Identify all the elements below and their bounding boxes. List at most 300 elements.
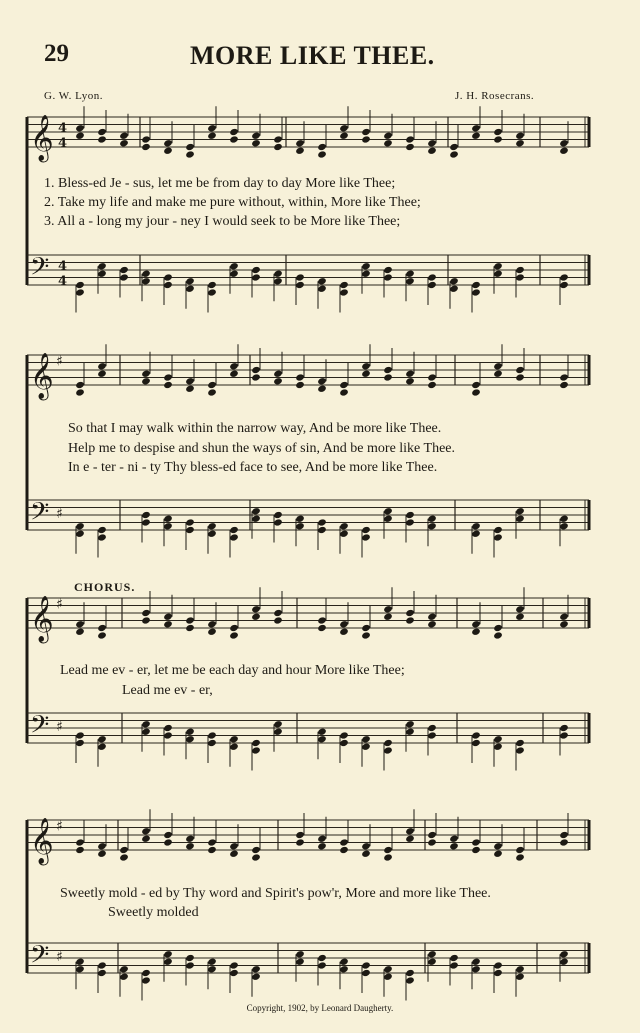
note-head bbox=[383, 132, 393, 140]
lyric-line: Sweetly mold - ed by Thy word and Spirit's pow'r, More and more like Thee. bbox=[60, 886, 491, 901]
note-head bbox=[493, 370, 503, 378]
note-head bbox=[295, 139, 305, 147]
note-head bbox=[207, 381, 217, 389]
note-head bbox=[251, 973, 261, 981]
note-head bbox=[339, 288, 349, 296]
note-head bbox=[383, 965, 393, 973]
note-head bbox=[97, 735, 107, 743]
note-head bbox=[229, 631, 239, 639]
note-head bbox=[383, 739, 393, 747]
note-head bbox=[493, 270, 503, 278]
note-head bbox=[317, 842, 327, 850]
note-head bbox=[207, 965, 217, 973]
note-head bbox=[427, 381, 437, 389]
note-head bbox=[229, 533, 239, 541]
note-head bbox=[75, 739, 85, 747]
note-head bbox=[141, 720, 151, 728]
note-head bbox=[493, 128, 503, 136]
note-head bbox=[405, 720, 415, 728]
note-head bbox=[207, 288, 217, 296]
note-head bbox=[361, 850, 371, 858]
note-head bbox=[163, 613, 173, 621]
note-head bbox=[383, 846, 393, 854]
note-head bbox=[207, 628, 217, 636]
note-head bbox=[229, 270, 239, 278]
note-head bbox=[559, 620, 569, 628]
note-head bbox=[427, 838, 437, 846]
note-head bbox=[559, 724, 569, 732]
note-head bbox=[449, 277, 459, 285]
treble-clef-icon: 𝄞 bbox=[30, 818, 54, 864]
note-head bbox=[339, 522, 349, 530]
note-head bbox=[427, 281, 437, 289]
note-head bbox=[361, 533, 371, 541]
note-head bbox=[515, 373, 525, 381]
note-head bbox=[185, 728, 195, 736]
note-head bbox=[295, 522, 305, 530]
bass-clef-icon: 𝄢 bbox=[30, 252, 50, 288]
note-head bbox=[471, 281, 481, 289]
note-head bbox=[207, 522, 217, 530]
note-head bbox=[141, 143, 151, 151]
sharp-icon: ♯ bbox=[56, 353, 63, 370]
note-head bbox=[339, 958, 349, 966]
note-head bbox=[339, 628, 349, 636]
note-head bbox=[141, 728, 151, 736]
note-head bbox=[75, 388, 85, 396]
note-head bbox=[251, 965, 261, 973]
note-head bbox=[75, 381, 85, 389]
note-head bbox=[273, 143, 283, 151]
note-head bbox=[163, 831, 173, 839]
note-head bbox=[207, 838, 217, 846]
note-head bbox=[427, 373, 437, 381]
note-head bbox=[361, 370, 371, 378]
note-head bbox=[273, 370, 283, 378]
note-head bbox=[449, 150, 459, 158]
note-head bbox=[163, 958, 173, 966]
note-head bbox=[405, 511, 415, 519]
note-head bbox=[559, 731, 569, 739]
note-head bbox=[339, 132, 349, 140]
note-head bbox=[317, 143, 327, 151]
note-head bbox=[141, 277, 151, 285]
note-head bbox=[97, 624, 107, 632]
note-head bbox=[493, 362, 503, 370]
note-head bbox=[229, 735, 239, 743]
note-head bbox=[97, 526, 107, 534]
note-head bbox=[493, 631, 503, 639]
note-head bbox=[515, 853, 525, 861]
note-head bbox=[163, 731, 173, 739]
note-head bbox=[163, 950, 173, 958]
note-head bbox=[273, 270, 283, 278]
note-head bbox=[493, 850, 503, 858]
note-head bbox=[207, 731, 217, 739]
note-head bbox=[471, 388, 481, 396]
note-head bbox=[427, 139, 437, 147]
copyright-notice: Copyright, 1902, by Leonard Daugherty. bbox=[246, 1003, 394, 1013]
note-head bbox=[229, 842, 239, 850]
note-head bbox=[163, 147, 173, 155]
note-head bbox=[75, 132, 85, 140]
note-head bbox=[119, 139, 129, 147]
note-head bbox=[141, 270, 151, 278]
note-head bbox=[75, 846, 85, 854]
note-head bbox=[75, 530, 85, 538]
note-head bbox=[141, 135, 151, 143]
note-head bbox=[515, 746, 525, 754]
note-head bbox=[163, 373, 173, 381]
note-head bbox=[295, 950, 305, 958]
note-head bbox=[405, 835, 415, 843]
note-head bbox=[185, 954, 195, 962]
note-head bbox=[163, 724, 173, 732]
note-head bbox=[273, 616, 283, 624]
note-head bbox=[251, 515, 261, 523]
note-head bbox=[141, 969, 151, 977]
note-head bbox=[75, 838, 85, 846]
note-head bbox=[361, 735, 371, 743]
note-head bbox=[405, 976, 415, 984]
note-head bbox=[383, 613, 393, 621]
note-head bbox=[185, 377, 195, 385]
note-head bbox=[141, 616, 151, 624]
note-head bbox=[493, 842, 503, 850]
note-head bbox=[471, 965, 481, 973]
note-head bbox=[251, 507, 261, 515]
note-head bbox=[317, 961, 327, 969]
lyric-line: 2. Take my life and make me pure without, within, More like Thee; bbox=[44, 195, 421, 210]
note-head bbox=[405, 277, 415, 285]
note-head bbox=[317, 616, 327, 624]
note-head bbox=[185, 143, 195, 151]
note-head bbox=[339, 620, 349, 628]
note-head bbox=[559, 515, 569, 523]
note-head bbox=[559, 147, 569, 155]
sharp-icon: ♯ bbox=[56, 818, 63, 835]
note-head bbox=[383, 973, 393, 981]
note-head bbox=[361, 262, 371, 270]
note-head bbox=[493, 735, 503, 743]
note-head bbox=[273, 377, 283, 385]
note-head bbox=[427, 620, 437, 628]
note-head bbox=[471, 620, 481, 628]
note-head bbox=[383, 366, 393, 374]
note-head bbox=[383, 853, 393, 861]
note-head bbox=[317, 728, 327, 736]
note-head bbox=[405, 827, 415, 835]
note-head bbox=[97, 631, 107, 639]
note-head bbox=[383, 139, 393, 147]
note-head bbox=[361, 128, 371, 136]
note-head bbox=[75, 628, 85, 636]
bass-clef-icon: 𝄢 bbox=[30, 940, 50, 976]
note-head bbox=[251, 605, 261, 613]
note-head bbox=[75, 958, 85, 966]
note-head bbox=[317, 835, 327, 843]
treble-clef-icon: 𝄞 bbox=[30, 115, 54, 161]
note-head bbox=[207, 620, 217, 628]
note-head bbox=[229, 262, 239, 270]
note-head bbox=[449, 954, 459, 962]
note-head bbox=[97, 969, 107, 977]
note-head bbox=[75, 124, 85, 132]
note-head bbox=[471, 522, 481, 530]
note-head bbox=[515, 132, 525, 140]
note-head bbox=[515, 366, 525, 374]
note-head bbox=[361, 362, 371, 370]
lyric-line: 1. Bless-ed Je - sus, let me be from day to day More like Thee; bbox=[44, 176, 396, 191]
note-head bbox=[185, 385, 195, 393]
note-head bbox=[515, 515, 525, 523]
note-head bbox=[317, 377, 327, 385]
time-signature: 4 bbox=[58, 259, 68, 274]
note-head bbox=[251, 366, 261, 374]
note-head bbox=[273, 728, 283, 736]
page-number: 29 bbox=[44, 40, 69, 67]
note-head bbox=[97, 270, 107, 278]
note-head bbox=[427, 147, 437, 155]
note-head bbox=[317, 385, 327, 393]
note-head bbox=[471, 731, 481, 739]
note-head bbox=[427, 724, 437, 732]
note-head bbox=[405, 377, 415, 385]
note-head bbox=[295, 381, 305, 389]
note-head bbox=[163, 515, 173, 523]
treble-clef-icon: 𝄞 bbox=[30, 353, 54, 399]
note-head bbox=[515, 266, 525, 274]
note-head bbox=[317, 277, 327, 285]
note-head bbox=[471, 846, 481, 854]
note-head bbox=[493, 624, 503, 632]
note-head bbox=[229, 624, 239, 632]
note-head bbox=[427, 831, 437, 839]
note-head bbox=[493, 969, 503, 977]
note-head bbox=[141, 511, 151, 519]
note-head bbox=[163, 281, 173, 289]
note-head bbox=[251, 132, 261, 140]
note-head bbox=[97, 370, 107, 378]
note-head bbox=[559, 281, 569, 289]
note-head bbox=[207, 124, 217, 132]
note-head bbox=[515, 507, 525, 515]
note-head bbox=[405, 143, 415, 151]
note-head bbox=[383, 273, 393, 281]
note-head bbox=[339, 124, 349, 132]
note-head bbox=[75, 281, 85, 289]
note-head bbox=[405, 616, 415, 624]
note-head bbox=[207, 281, 217, 289]
note-head bbox=[273, 720, 283, 728]
note-head bbox=[229, 743, 239, 751]
note-head bbox=[317, 150, 327, 158]
sharp-icon: ♯ bbox=[56, 719, 63, 735]
note-head bbox=[559, 831, 569, 839]
note-head bbox=[427, 958, 437, 966]
note-head bbox=[317, 954, 327, 962]
composer-credit-left: G. W. Lyon. bbox=[44, 90, 103, 102]
chorus-label: CHORUS. bbox=[74, 580, 136, 594]
note-head bbox=[427, 515, 437, 523]
note-head bbox=[427, 950, 437, 958]
note-head bbox=[229, 969, 239, 977]
note-head bbox=[119, 846, 129, 854]
note-head bbox=[163, 139, 173, 147]
note-head bbox=[185, 277, 195, 285]
note-head bbox=[75, 522, 85, 530]
note-head bbox=[405, 728, 415, 736]
note-head bbox=[251, 739, 261, 747]
note-head bbox=[119, 273, 129, 281]
note-head bbox=[229, 128, 239, 136]
note-head bbox=[119, 132, 129, 140]
note-head bbox=[273, 518, 283, 526]
note-head bbox=[559, 950, 569, 958]
note-head bbox=[317, 285, 327, 293]
note-head bbox=[493, 135, 503, 143]
note-head bbox=[361, 961, 371, 969]
note-head bbox=[185, 518, 195, 526]
note-head bbox=[119, 266, 129, 274]
note-head bbox=[295, 273, 305, 281]
composer-credit-right: J. H. Rosecrans. bbox=[455, 90, 535, 102]
note-head bbox=[229, 370, 239, 378]
note-head bbox=[405, 270, 415, 278]
note-head bbox=[163, 522, 173, 530]
note-head bbox=[339, 381, 349, 389]
note-head bbox=[141, 827, 151, 835]
note-head bbox=[163, 838, 173, 846]
note-head bbox=[493, 743, 503, 751]
note-head bbox=[405, 609, 415, 617]
note-head bbox=[361, 743, 371, 751]
note-head bbox=[515, 973, 525, 981]
note-head bbox=[383, 605, 393, 613]
note-head bbox=[75, 288, 85, 296]
note-head bbox=[449, 143, 459, 151]
lyric-line: In e - ter - ni - ty Thy bless-ed face to see, And be more like Thee. bbox=[68, 460, 438, 475]
treble-clef-icon: 𝄞 bbox=[30, 596, 54, 642]
bass-clef-icon: 𝄢 bbox=[30, 497, 50, 533]
note-head bbox=[383, 507, 393, 515]
note-head bbox=[97, 135, 107, 143]
note-head bbox=[185, 835, 195, 843]
note-head bbox=[207, 846, 217, 854]
note-head bbox=[251, 846, 261, 854]
note-head bbox=[559, 273, 569, 281]
note-head bbox=[361, 624, 371, 632]
note-head bbox=[383, 266, 393, 274]
note-head bbox=[515, 613, 525, 621]
note-head bbox=[207, 739, 217, 747]
note-head bbox=[361, 135, 371, 143]
lyric-line: Help me to despise and shun the ways of sin, And be more like Thee. bbox=[68, 441, 455, 456]
sharp-icon: ♯ bbox=[56, 506, 63, 522]
note-head bbox=[295, 838, 305, 846]
note-head bbox=[141, 835, 151, 843]
lyric-line: Lead me ev - er, bbox=[122, 683, 213, 698]
note-head bbox=[405, 370, 415, 378]
time-signature: 4 bbox=[58, 121, 68, 136]
note-head bbox=[185, 150, 195, 158]
time-signature: 4 bbox=[58, 274, 68, 289]
note-head bbox=[559, 613, 569, 621]
note-head bbox=[185, 842, 195, 850]
note-head bbox=[339, 530, 349, 538]
note-head bbox=[559, 522, 569, 530]
note-head bbox=[471, 124, 481, 132]
note-head bbox=[97, 850, 107, 858]
note-head bbox=[405, 135, 415, 143]
note-head bbox=[141, 518, 151, 526]
note-head bbox=[185, 526, 195, 534]
note-head bbox=[339, 731, 349, 739]
note-head bbox=[471, 530, 481, 538]
note-head bbox=[185, 616, 195, 624]
note-head bbox=[317, 526, 327, 534]
note-head bbox=[493, 533, 503, 541]
note-head bbox=[449, 285, 459, 293]
note-head bbox=[229, 362, 239, 370]
note-head bbox=[185, 624, 195, 632]
note-head bbox=[317, 735, 327, 743]
lyric-line: Lead me ev - er, let me be each day and hour More like Thee; bbox=[60, 663, 405, 678]
note-head bbox=[163, 381, 173, 389]
note-head bbox=[493, 262, 503, 270]
note-head bbox=[383, 746, 393, 754]
note-head bbox=[295, 958, 305, 966]
note-head bbox=[559, 381, 569, 389]
note-head bbox=[295, 831, 305, 839]
note-head bbox=[515, 846, 525, 854]
note-head bbox=[141, 976, 151, 984]
note-head bbox=[207, 132, 217, 140]
note-head bbox=[317, 518, 327, 526]
note-head bbox=[515, 965, 525, 973]
note-head bbox=[97, 362, 107, 370]
sharp-icon: ♯ bbox=[56, 596, 63, 613]
note-head bbox=[97, 533, 107, 541]
hymn-title: MORE LIKE THEE. bbox=[190, 41, 435, 70]
note-head bbox=[97, 128, 107, 136]
note-head bbox=[471, 628, 481, 636]
note-head bbox=[185, 285, 195, 293]
note-head bbox=[295, 515, 305, 523]
note-head bbox=[163, 273, 173, 281]
note-head bbox=[251, 373, 261, 381]
note-head bbox=[493, 961, 503, 969]
note-head bbox=[141, 609, 151, 617]
note-head bbox=[185, 735, 195, 743]
note-head bbox=[361, 526, 371, 534]
note-head bbox=[97, 961, 107, 969]
note-head bbox=[361, 842, 371, 850]
note-head bbox=[317, 624, 327, 632]
note-head bbox=[427, 731, 437, 739]
note-head bbox=[295, 281, 305, 289]
note-head bbox=[559, 373, 569, 381]
note-head bbox=[229, 135, 239, 143]
note-head bbox=[97, 743, 107, 751]
note-head bbox=[97, 842, 107, 850]
note-head bbox=[229, 961, 239, 969]
note-head bbox=[251, 853, 261, 861]
note-head bbox=[515, 739, 525, 747]
note-head bbox=[339, 838, 349, 846]
note-head bbox=[119, 965, 129, 973]
note-head bbox=[75, 731, 85, 739]
